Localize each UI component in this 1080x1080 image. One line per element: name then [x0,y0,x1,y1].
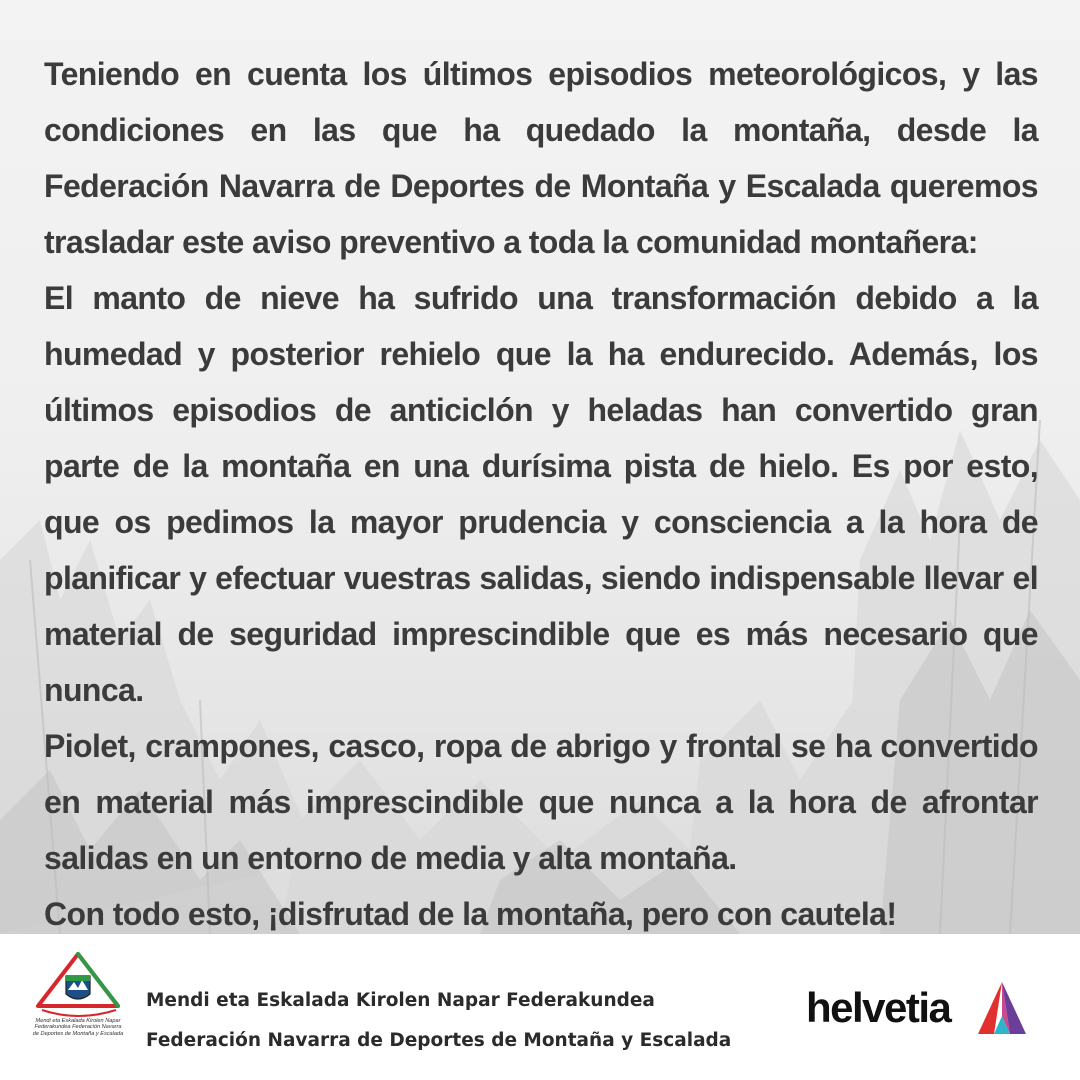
sponsor-logo [806,978,1036,1038]
notice-paragraph-equipment: Piolet, crampones, casco, ropa de abrigo y frontal se ha convertido en material más imprescindible que nunca a la hora de afrontar salidas en un entorno de media y alta montaña. [44,728,1038,876]
notice-paragraph-conditions: El manto de nieve ha sufrido una transformación debido a la humedad y posterior rehielo que la ha endurecido. Además, los últimos episodios de anticiclón y heladas han convertido gran parte de la montaña en una durísima pista de hielo. Es por esto, que os pedimos la mayor prudencia y consciencia a la hora de planificar y efectuar vuestras salidas, siendo indispensable llevar el material de seguridad imprescindible que es más necesario que nunca. [44,280,1038,708]
mountain-triangle-shield-logo-icon [32,950,124,1020]
federation-logo [32,950,124,1066]
sponsor-wordmark: helvetia [806,984,951,1031]
preventive-notice-text [44,46,1038,942]
federation-name-basque: Mendi eta Eskalada Kirolen Napar Federakundea [146,990,655,1011]
footer-bar [0,934,1080,1080]
federation-name-spanish: Federación Navarra de Deportes de Montaña y Escalada [146,1030,732,1051]
notice-paragraph-intro: Teniendo en cuenta los últimos episodios meteorológicos, y las condiciones en las que ha quedado la montaña, desde la Federación Navarra de Deportes de Montaña y Escalada queremos trasladar este aviso preventivo a toda la comunidad montañera: [44,56,1038,260]
notice-paragraph-closing: Con todo esto, ¡disfrutad de la montaña, pero con cautela! [44,896,897,932]
federation-logo-caption: Mendi eta Eskalada Kirolen Napar Federakundea Federación Navarra de Deportes de Montaña y Escalada [32,1018,124,1037]
helvetia-a-mark-icon [974,980,1030,1038]
